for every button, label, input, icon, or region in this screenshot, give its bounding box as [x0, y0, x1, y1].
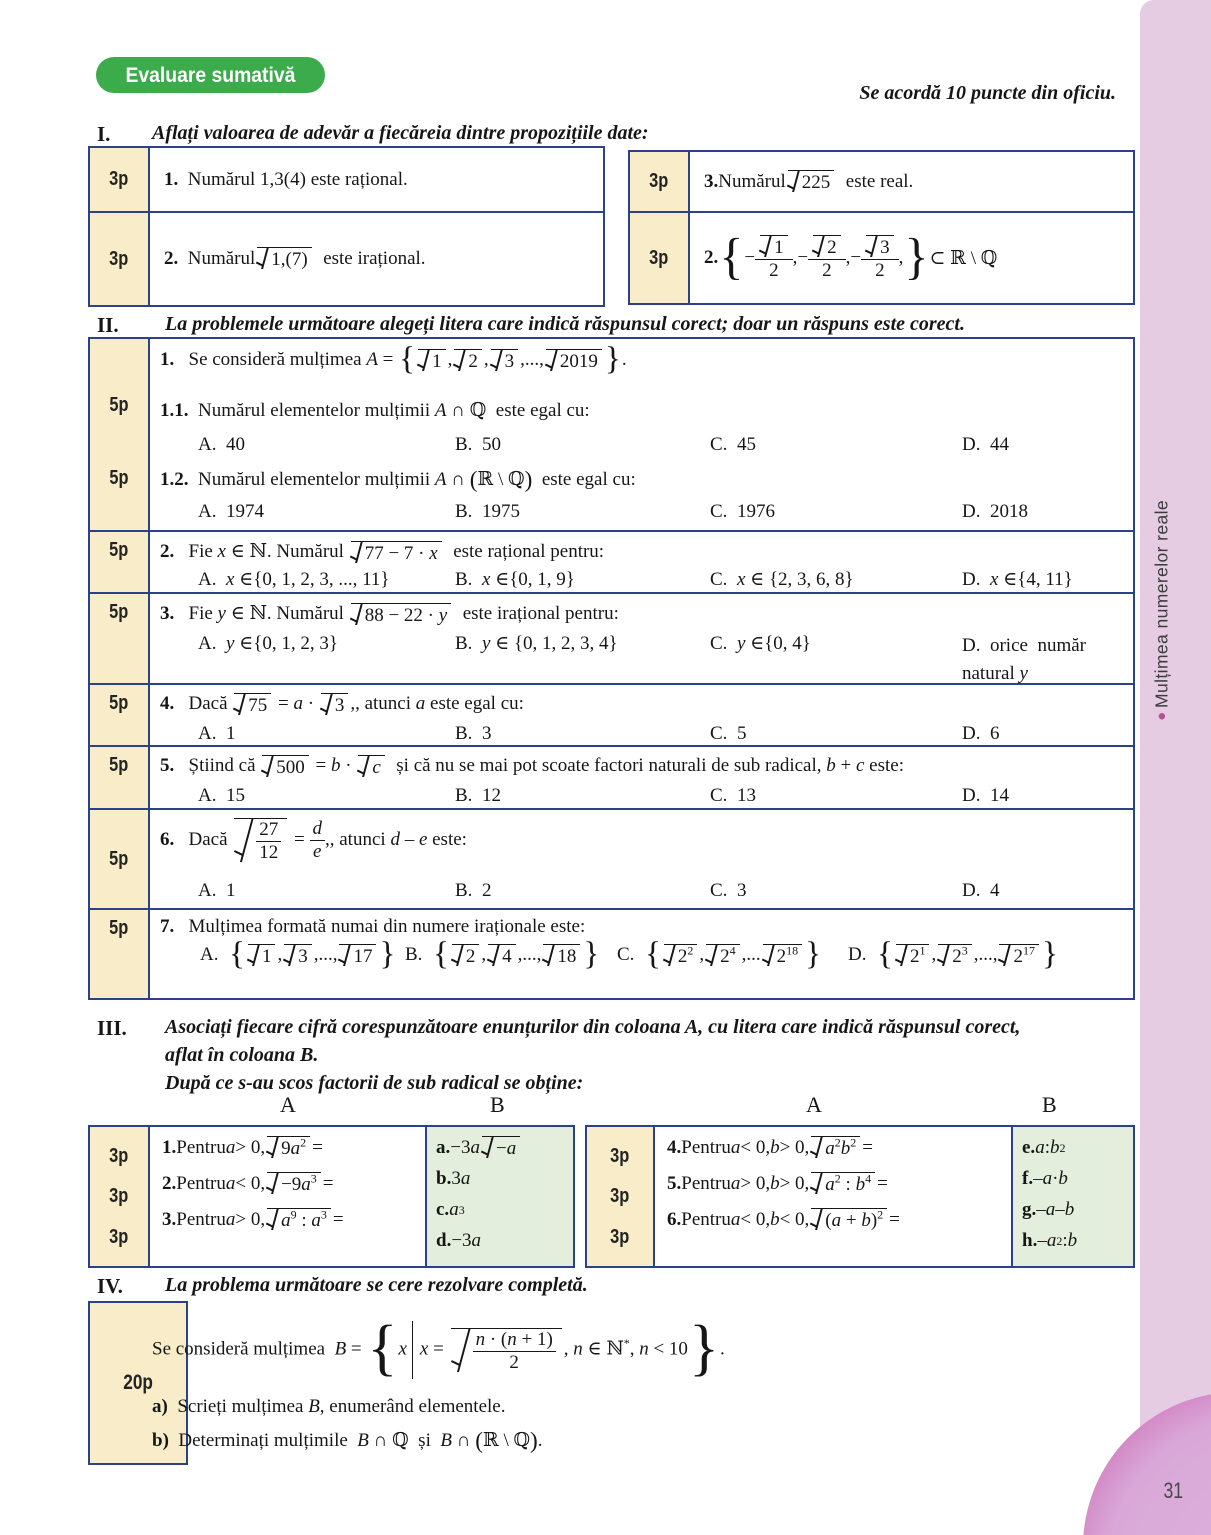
points-badge: 5p [90, 747, 150, 808]
table-row [90, 808, 1133, 908]
subquestion-1-1: 1.1. Numărul elementelor mulțimii A ∩ ℚ este egal cu: [160, 400, 590, 421]
option-d: D. orice număr natural y [962, 635, 1086, 684]
option-b: B. x ∈{0, 1, 9} [455, 569, 575, 590]
option-c: C. 13 [710, 785, 756, 806]
match-item-3: 3. Pentru a > 0, $a^9$ : $a^3$ = [162, 1208, 344, 1232]
option-c: C. 1976 [710, 501, 775, 522]
column-header-a: A [280, 1092, 296, 1117]
points-badge: 3p [630, 152, 690, 211]
points-badge: 5p 5p [90, 339, 150, 530]
points-badge: 5p [90, 594, 150, 683]
option-d: D. { $2^1$ , $2^3$ ,..., $2^{17}$ } [848, 934, 1058, 972]
match-answer-e: e. a : b 2 [1022, 1136, 1066, 1158]
section-3-instruction-line1: Asociați fiecare cifră corespunzătoare enunțurilor din coloana A, cu litera care indică răspunsul corect, [165, 1016, 1021, 1038]
column-b-answers [1013, 1127, 1133, 1266]
option-a: A. y ∈{0, 1, 2, 3} [198, 633, 338, 654]
problem-1 [150, 339, 1133, 530]
page-title-badge: Evaluare sumativă [96, 57, 325, 93]
chapter-label: Mulțimea numerelor reale [1151, 499, 1172, 708]
bonus-note: Se acordă 10 puncte din oficiu. [859, 82, 1116, 104]
option-b: B. 2 [455, 880, 492, 901]
problem-statement: 7. Mulțimea formată numai din numere iraționale este: [160, 916, 586, 937]
option-c: C. 3 [710, 880, 747, 901]
section-4-instruction: La problema următoare se cere rezolvare completă. [165, 1274, 588, 1296]
statement-1: 1. Numărul 1,3(4) este rațional. [164, 168, 408, 190]
sidebar-tab-label [1147, 150, 1177, 725]
option-b: B. { 2 , 4 ,..., 18 } [405, 934, 600, 972]
points-badge: 3p [90, 213, 150, 305]
page-number: 31 [1163, 1478, 1183, 1503]
problem-statement: 4. Dacă 75 = a · 3 ,, atunci a este egal cu: [160, 693, 524, 716]
table-row [90, 339, 1133, 530]
problem-7 [150, 910, 1133, 998]
table-section1-right [628, 150, 1135, 305]
column-header-b: B [490, 1092, 505, 1117]
points-badge: 3p [630, 213, 690, 303]
problem-iv [152, 1308, 725, 1392]
section-3-instruction-line3: După ce s-au scos factorii de sub radical se obține: [165, 1072, 584, 1094]
table-row [90, 530, 1133, 592]
option-a: A. 1 [198, 880, 236, 901]
option-b: B. 50 [455, 434, 501, 455]
table-row [90, 148, 603, 211]
match-answer-f: f. – a · b [1022, 1167, 1068, 1189]
section-1-label: I. [97, 122, 111, 146]
points-badge: 5p [90, 810, 150, 908]
option-b: B. 12 [455, 785, 501, 806]
points-badge: 5p [90, 685, 150, 745]
statement-3: 3. Numărul 225 este real. [704, 170, 914, 193]
match-item-2: 2. Pentru a < 0, $-9a^3$ = [162, 1172, 334, 1196]
options-row [150, 934, 1127, 990]
table-section3-right [585, 1125, 1135, 1268]
subquestion-1-2: 1.2. Numărul elementelor mulțimii A ∩ (ℝ \ ℚ) este egal cu: [160, 467, 636, 493]
problem-statement: 6. Dacă $\frac{27}{12}$ = $\frac{d}{e}$ ,, atunci d – e este: [160, 818, 467, 863]
option-d: D. 4 [962, 880, 1000, 901]
column-header-a: A [806, 1092, 822, 1117]
option-a: A. 15 [198, 785, 245, 806]
problem-6 [150, 810, 1133, 908]
option-a: A. 40 [198, 434, 245, 455]
problem-statement: 1. Se consideră mulțimea A = { 1 , 2 , 3 ,..., 2019 }. [160, 339, 627, 377]
problem-2 [150, 532, 1133, 592]
match-answer-h: h. – a 2 : b [1022, 1229, 1078, 1251]
table-row [630, 152, 1133, 211]
option-d: D. 6 [962, 723, 1000, 744]
points-badge: 5p [90, 910, 150, 998]
table-row [630, 211, 1133, 303]
table-row [90, 683, 1133, 745]
match-answer-c: c. a 3 [436, 1198, 465, 1220]
table-section1-left [88, 146, 605, 307]
options-row [150, 632, 1127, 684]
table-row [90, 745, 1133, 808]
match-item-5: 5. Pentru a > 0, b > 0, $a^2$ : $b^4$ = [667, 1172, 888, 1196]
option-b: B. 3 [455, 723, 492, 744]
table-row [90, 908, 1133, 998]
subtask-a: a) Scrieți mulțimea B, enumerând elementele. [152, 1396, 506, 1417]
problem-4 [150, 685, 1133, 745]
points-column: 3p 3p 3p [90, 1127, 150, 1266]
match-item-1: 1. Pentru a > 0, $9a^2$ = [162, 1136, 323, 1160]
options-row [150, 880, 1127, 910]
section-2-label: II. [97, 313, 119, 337]
option-c: C. x ∈ {2, 3, 6, 8} [710, 569, 854, 590]
option-d: D. 14 [962, 785, 1009, 806]
points-badge: 20p [88, 1301, 188, 1465]
column-header-b: B [1042, 1092, 1057, 1117]
option-a: A. 1 [198, 723, 236, 744]
problem-statement: Se consideră mulțimea B = {x x = $\frac{n \cdot (n + 1)}{2}$ , n ∈ ℕ*, n < 10}. [152, 1312, 725, 1382]
subtask-b: b) Determinați mulțimile B ∩ ℚ și B ∩ (ℝ \ ℚ). [152, 1428, 543, 1454]
section-4-label: IV. [97, 1274, 123, 1298]
match-answer-d: d. −3 a [436, 1229, 482, 1251]
options-row [150, 501, 1127, 531]
table-row [90, 592, 1133, 683]
problem-statement: 3. Fie y ∈ ℕ. Numărul 88 − 22 · y este irațional pentru: [160, 603, 619, 626]
option-b: B. 1975 [455, 501, 520, 522]
option-a: A. { 1 , 3 ,..., 17 } [200, 934, 396, 972]
table-row [90, 211, 603, 305]
points-column: 3p 3p 3p [587, 1127, 655, 1266]
column-a-items [150, 1127, 427, 1266]
problem-statement: 2. Fie x ∈ ℕ. Numărul 77 − 7 · x este rațional pentru: [160, 541, 605, 564]
statement-2: 2. Numărul 1,(7) este irațional. [164, 248, 426, 271]
points-badge: 3p [90, 148, 150, 211]
section-3-label: III. [97, 1016, 127, 1040]
option-a: A. 1974 [198, 501, 264, 522]
option-c: C. y ∈{0, 4} [710, 633, 811, 654]
option-c: C. { $2^2$ , $2^4$ ,... $2^{18}$ } [617, 934, 822, 972]
section-2-instruction: La problemele următoare alegeți litera care indică răspunsul corect; doar un răspuns este corect. [165, 313, 965, 335]
match-answer-g: g. – a – b [1022, 1198, 1075, 1220]
match-item-4: 4. Pentru a < 0, b > 0, $a^2b^2$ = [667, 1136, 874, 1160]
option-d: D. 44 [962, 434, 1009, 455]
option-d: D. 2018 [962, 501, 1028, 522]
match-item-6: 6. Pentru a < 0, b < 0, $(a + b)^2$ = [667, 1208, 900, 1232]
problem-3 [150, 594, 1133, 683]
points-badge: 5p [90, 532, 150, 592]
option-d: D. x ∈{4, 11} [962, 569, 1073, 590]
match-answer-a: a. −3 a −a [436, 1132, 573, 1163]
option-c: C. 45 [710, 434, 756, 455]
option-b: B. y ∈ {0, 1, 2, 3, 4} [455, 633, 618, 654]
statement-4: 2. { − 1 2 ,− 2 2 ,− 3 2 , } ⊂ ℝ \ ℚ [704, 228, 998, 284]
options-row [150, 434, 1127, 464]
problem-5 [150, 747, 1133, 808]
column-a-items [655, 1127, 1013, 1266]
match-answer-b: b. 3 a [436, 1167, 471, 1189]
table-section2 [88, 337, 1135, 1000]
option-c: C. 5 [710, 723, 747, 744]
column-b-answers [427, 1127, 573, 1266]
section-3-instruction-line2: aflat în coloana B. [165, 1044, 319, 1066]
tab-bullet-icon: ● [1153, 707, 1171, 725]
problem-statement: 5. Știind că 500 = b · c și că nu se mai pot scoate factori naturali de sub radical, b + c este: [160, 755, 904, 778]
option-a: A. x ∈{0, 1, 2, 3, ..., 11} [198, 569, 390, 590]
table-section3-left [88, 1125, 575, 1268]
section-1-instruction: Aflați valoarea de adevăr a fiecăreia dintre propozițiile date: [152, 122, 649, 144]
